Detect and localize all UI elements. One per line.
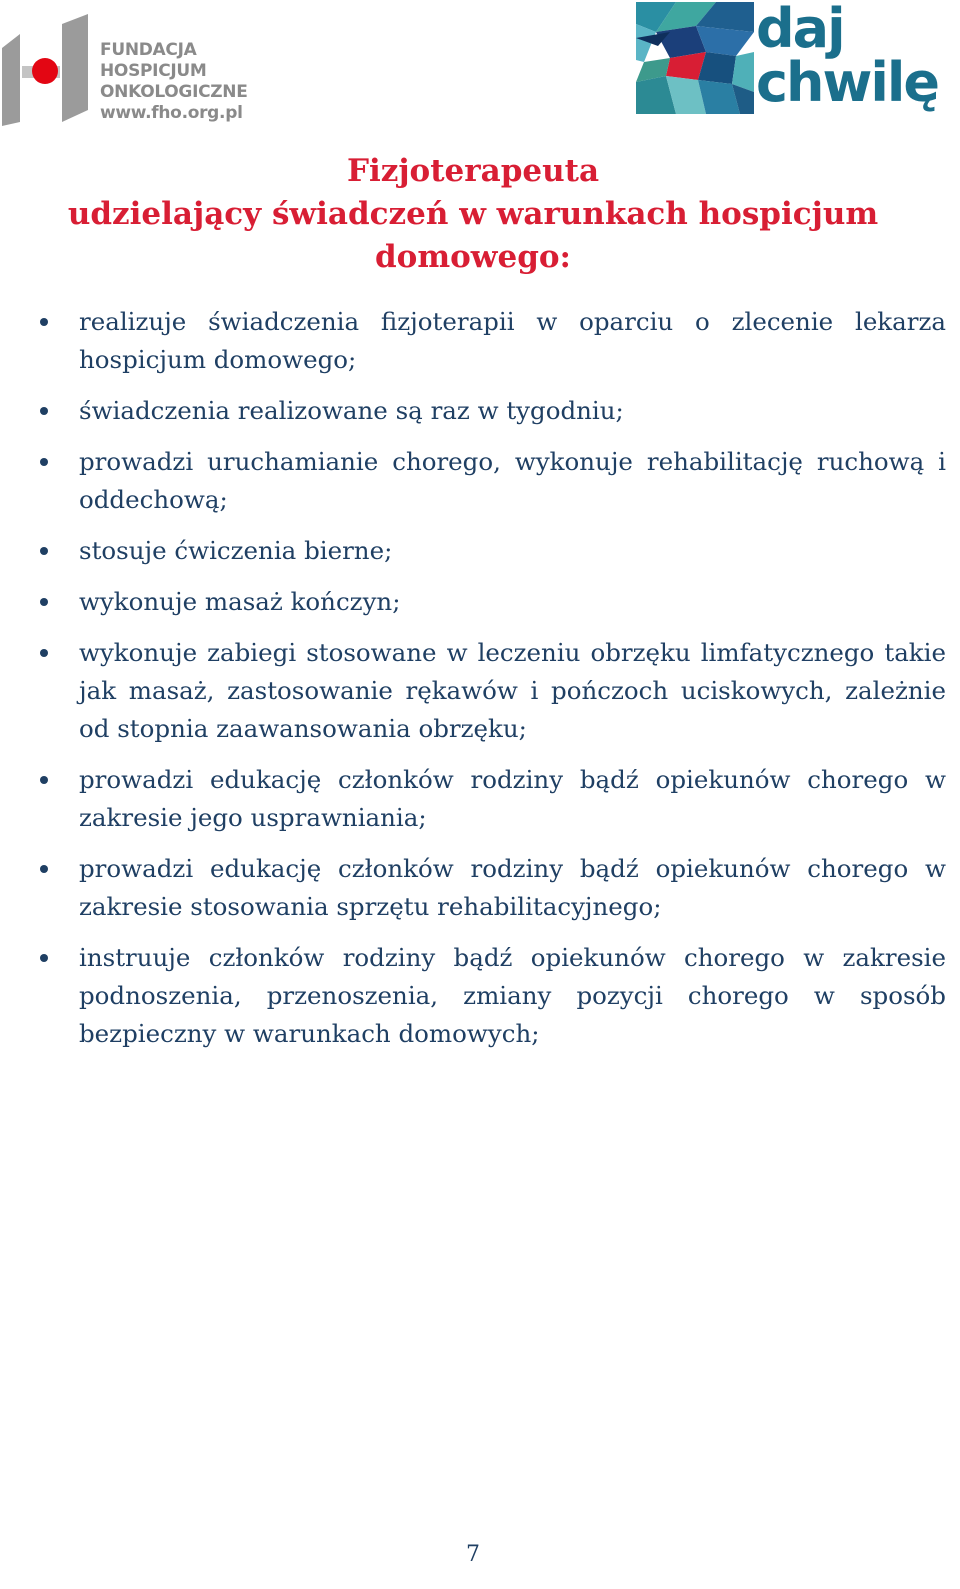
bullet-icon	[40, 407, 48, 415]
page-header	[0, 0, 960, 130]
list-item	[0, 303, 946, 379]
bullet-icon	[40, 458, 48, 466]
list-item-text: prowadzi uruchamianie chorego, wykonuje rehabilitację ruchową i oddechową;	[79, 447, 946, 514]
fho-url: www.fho.org.pl	[100, 103, 243, 123]
daj-line-1: daj	[756, 0, 844, 60]
bullet-icon	[40, 598, 48, 606]
duties-list	[0, 303, 946, 1066]
fho-logo	[0, 14, 250, 126]
daj-chwile-logo	[636, 0, 960, 126]
list-item	[0, 392, 946, 430]
list-item	[0, 634, 946, 748]
page-number: 7	[466, 1542, 480, 1567]
list-item-text: prowadzi edukację członków rodziny bądź opiekunów chorego w zakresie jego usprawniania;	[79, 765, 946, 832]
list-item	[0, 583, 946, 621]
list-item-text: wykonuje masaż kończyn;	[79, 587, 401, 616]
list-item-text: instruuje członków rodziny bądź opiekunów chorego w zakresie podnoszenia, przenoszenia, zmiany pozycji chorego w sposób bezpieczny w warunkach domowych;	[79, 943, 946, 1048]
bullet-icon	[40, 547, 48, 555]
list-item	[0, 939, 946, 1053]
title-line-3: domowego:	[374, 239, 572, 275]
bullet-icon	[40, 776, 48, 784]
fho-logo-text	[100, 40, 248, 124]
fho-line-3: ONKOLOGICZNE	[100, 82, 248, 102]
list-item	[0, 761, 946, 837]
fho-line-2: HOSPICJUM	[100, 61, 207, 81]
bullet-icon	[40, 954, 48, 962]
list-item-text: realizuje świadczenia fizjoterapii w oparciu o zlecenie lekarza hospicjum domowego;	[79, 307, 946, 374]
fho-line-1: FUNDACJA	[100, 40, 197, 60]
title-line-2: udzielający świadczeń w warunkach hospicjum	[67, 196, 879, 232]
bullet-icon	[40, 318, 48, 326]
bird-mosaic-icon	[636, 2, 754, 114]
page-title	[0, 150, 946, 279]
list-item	[0, 443, 946, 519]
daj-chwile-text	[756, 0, 938, 114]
list-item-text: prowadzi edukację członków rodziny bądź opiekunów chorego w zakresie stosowania sprzętu rehabilitacyjnego;	[79, 854, 946, 921]
list-item-text: stosuje ćwiczenia bierne;	[79, 536, 393, 565]
bullet-icon	[40, 865, 48, 873]
list-item-text: wykonuje zabiegi stosowane w leczeniu obrzęku limfatycznego takie jak masaż, zastosowanie rękawów i pończoch uciskowych, zależnie od stopnia zaawansowania obrzęku;	[79, 638, 946, 743]
fho-logo-icon	[0, 14, 100, 126]
title-line-1: Fizjoterapeuta	[346, 153, 600, 189]
bullet-icon	[40, 649, 48, 657]
daj-line-2: chwilę	[756, 51, 938, 114]
list-item	[0, 850, 946, 926]
list-item	[0, 532, 946, 570]
list-item-text: świadczenia realizowane są raz w tygodniu;	[79, 396, 624, 425]
